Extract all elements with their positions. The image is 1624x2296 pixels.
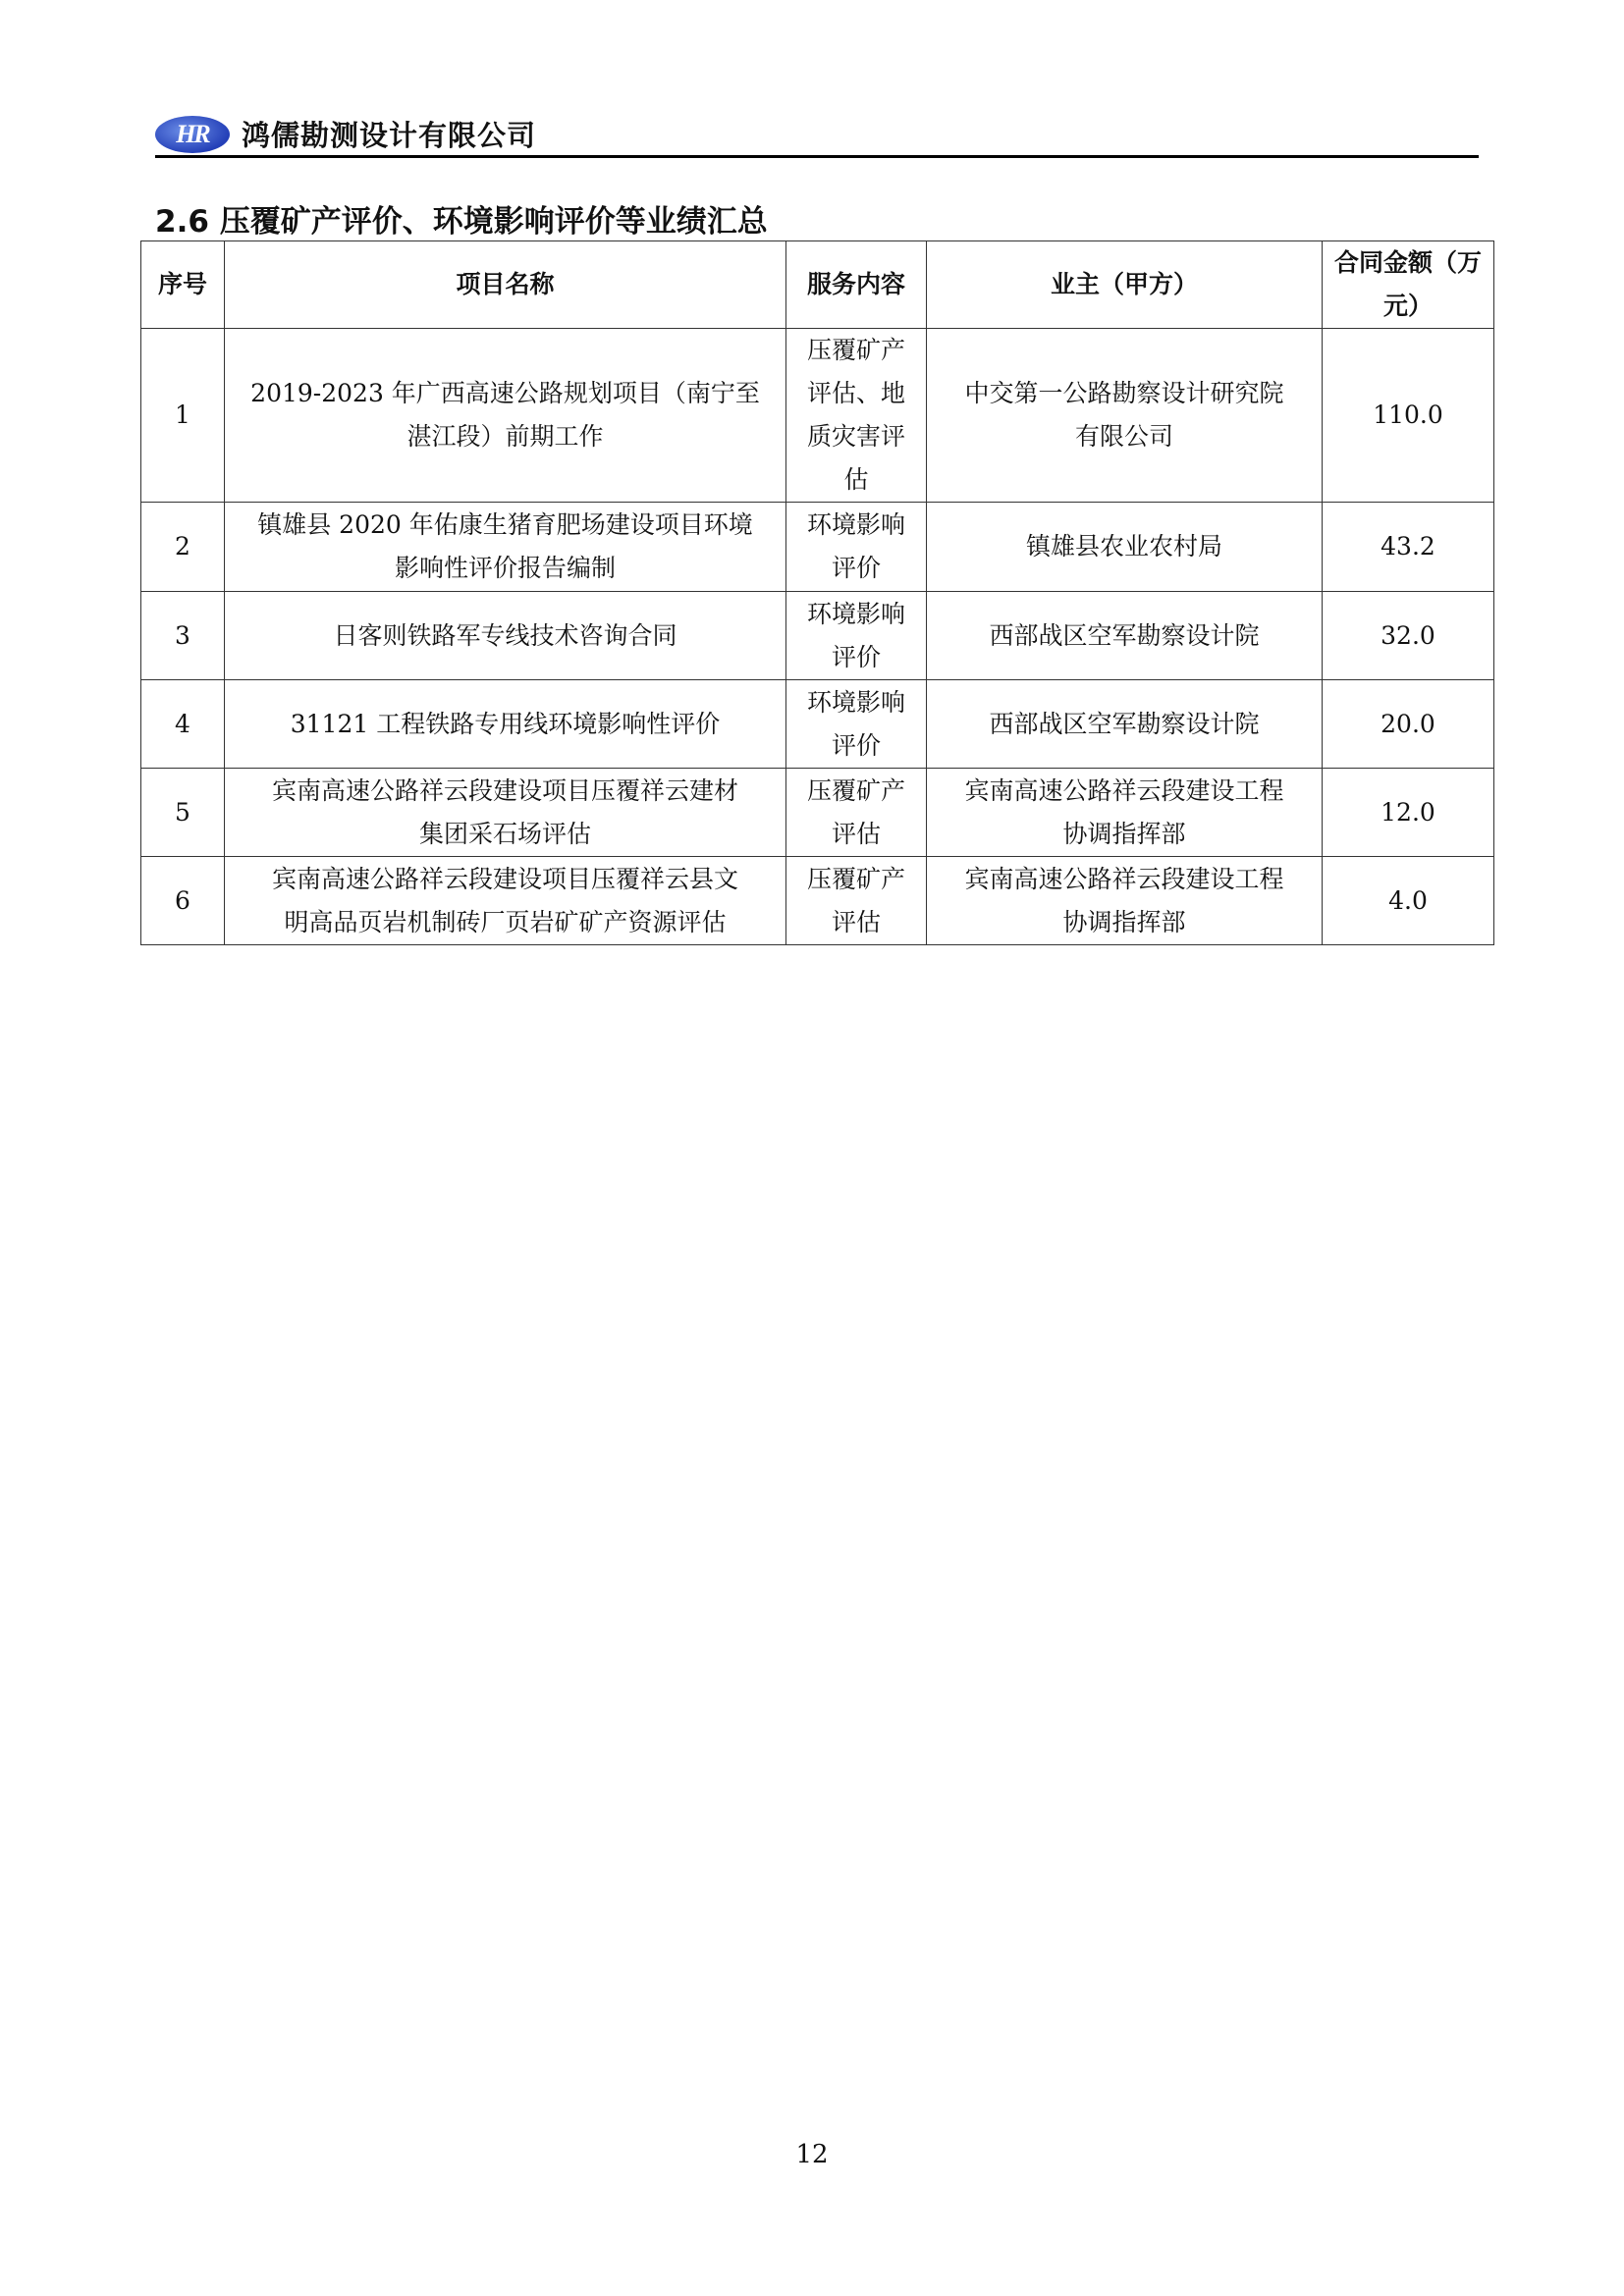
cell-owner (927, 592, 1323, 680)
cell-line: 31121 工程铁路专用线环境影响性评价 (290, 709, 721, 738)
cell-project-name (225, 857, 786, 945)
cell-amount: 4.0 (1323, 857, 1494, 945)
table-row (141, 857, 1494, 945)
cell-project-name (225, 680, 786, 769)
cell-line: 镇雄县 2020 年佑康生猪育肥场建设项目环境 (257, 510, 753, 539)
cell-amount: 12.0 (1323, 769, 1494, 857)
cell-line: 评估、地 (806, 379, 905, 407)
cell-line: 合同金额 (1333, 248, 1433, 277)
section-title: 2.6 压覆矿产评价、环境影响评价等业绩汇总 (155, 204, 768, 240)
cell-line: 2019-2023 年广西高速公路规划项目（南宁至 (250, 379, 760, 407)
cell-amount: 32.0 (1323, 592, 1494, 680)
cell-line: 湛江段）前期工作 (406, 422, 604, 451)
cell-line: 西部战区空军勘察设计院 (989, 620, 1260, 650)
company-name: 鸿儒勘测设计有限公司 (242, 119, 537, 152)
cell-owner (927, 680, 1323, 769)
cell-line: 环境影响 (806, 599, 905, 628)
cell-owner (927, 857, 1323, 945)
table-row (141, 329, 1494, 503)
cell-line: 日客则铁路军专线技术咨询合同 (333, 620, 677, 650)
cell-line: （万元） (1382, 248, 1483, 320)
table-row (141, 503, 1494, 592)
cell-line: 压覆矿产 (806, 864, 905, 893)
cell-line: 服务内容 (806, 270, 905, 298)
table-row (141, 592, 1494, 680)
cell-service (786, 769, 927, 857)
table-row (141, 769, 1494, 857)
cell-line: 宾南高速公路祥云段建设项目压覆祥云建材 (271, 775, 738, 805)
cell-line: 压覆矿产 (806, 775, 905, 805)
cell-line: 质灾害评 (806, 422, 905, 451)
cell-line: 协调指挥部 (1062, 819, 1186, 848)
table-header-row (141, 241, 1494, 329)
cell-line: 估 (843, 465, 869, 494)
cell-amount: 110.0 (1323, 329, 1494, 503)
cell-line: 评价 (831, 642, 881, 671)
cell-owner (927, 503, 1323, 592)
cell-line: 序 (157, 270, 183, 298)
header-no (141, 241, 225, 329)
cell-amount: 43.2 (1323, 503, 1494, 592)
cell-line: 镇雄县农业农村局 (1025, 532, 1222, 561)
company-logo: HR (155, 116, 230, 153)
header-amount (1323, 241, 1494, 329)
cell-line: 评估 (831, 819, 881, 848)
cell-no: 4 (141, 680, 225, 769)
cell-no: 2 (141, 503, 225, 592)
page-number: 12 (795, 2140, 829, 2169)
cell-line: 环境影响 (806, 510, 905, 539)
cell-project-name (225, 329, 786, 503)
performance-table (140, 240, 1494, 945)
cell-line: 环境影响 (806, 687, 905, 717)
cell-line: 宾南高速公路祥云段建设工程 (964, 775, 1284, 805)
cell-line: 中交第一公路勘察设计研究院 (964, 379, 1284, 407)
cell-line: 有限公司 (1074, 422, 1173, 451)
page-header (155, 112, 1479, 157)
cell-line: 压覆矿产 (806, 336, 905, 364)
header-rule (155, 155, 1479, 158)
cell-project-name (225, 592, 786, 680)
cell-no: 6 (141, 857, 225, 945)
cell-line: 宾南高速公路祥云段建设工程 (964, 864, 1284, 893)
cell-owner (927, 769, 1323, 857)
cell-no: 1 (141, 329, 225, 503)
cell-line: 评价 (831, 554, 881, 582)
header-service (786, 241, 927, 329)
cell-no: 5 (141, 769, 225, 857)
cell-line: 协调指挥部 (1062, 907, 1186, 936)
cell-service (786, 329, 927, 503)
cell-line: 宾南高速公路祥云段建设项目压覆祥云县文 (271, 864, 738, 893)
cell-line: 号 (183, 270, 208, 298)
table-row (141, 680, 1494, 769)
cell-line: 项目名称 (456, 270, 555, 298)
cell-project-name (225, 503, 786, 592)
cell-service (786, 592, 927, 680)
cell-line: 影响性评价报告编制 (394, 554, 616, 582)
cell-service (786, 503, 927, 592)
cell-service (786, 680, 927, 769)
cell-amount: 20.0 (1323, 680, 1494, 769)
cell-line: 明高品页岩机制砖厂页岩矿矿产资源评估 (284, 907, 727, 936)
cell-service (786, 857, 927, 945)
cell-line: 业主（甲方） (1050, 270, 1198, 298)
cell-line: 评价 (831, 730, 881, 760)
cell-line: 西部战区空军勘察设计院 (989, 709, 1260, 738)
cell-no: 3 (141, 592, 225, 680)
cell-line: 评估 (831, 907, 881, 936)
cell-project-name (225, 769, 786, 857)
header-project-name (225, 241, 786, 329)
header-owner (927, 241, 1323, 329)
cell-owner (927, 329, 1323, 503)
cell-line: 集团采石场评估 (418, 819, 591, 848)
